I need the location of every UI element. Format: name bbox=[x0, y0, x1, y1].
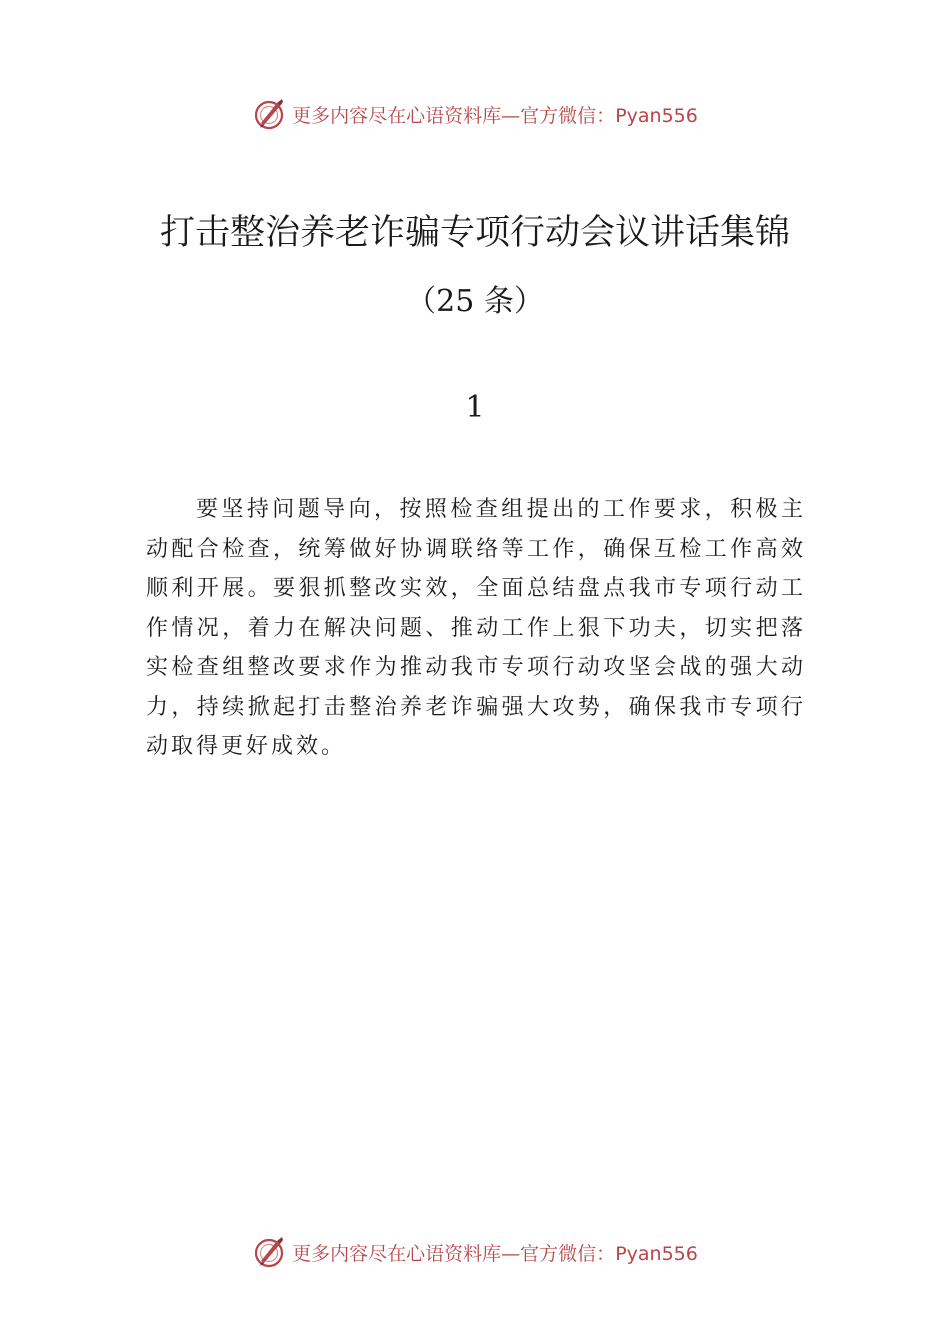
footer-banner bbox=[0, 1232, 950, 1272]
banner-separator: — bbox=[501, 1242, 521, 1265]
banner-separator: — bbox=[501, 104, 521, 127]
section-number: 1 bbox=[465, 390, 485, 425]
banner-account: Pyan556 bbox=[615, 104, 698, 127]
document-title: 打击整治养老诈骗专项行动会议讲话集锦 bbox=[159, 213, 790, 253]
banner-channel-label: 官方微信： bbox=[520, 1242, 616, 1265]
banner-account: Pyan556 bbox=[615, 1242, 698, 1265]
quill-pen-logo-icon bbox=[252, 97, 286, 131]
banner-channel-label: 官方微信： bbox=[520, 104, 616, 127]
quill-pen-logo-icon bbox=[252, 1235, 286, 1269]
document-subtitle: （25 条） bbox=[406, 284, 544, 319]
body-paragraph: 要坚持问题导向，按照检查组提出的工作要求，积极主动配合检查，统筹做好协调联络等工作，确保互检工作高效顺利开展。要狠抓整改实效，全面总结盘点我市专项行动工作情况，着力在解决问题、推动工作上狠下功夫，切实把落实检查组整改要求作为推动我市专项行动攻坚会战的强大动力，持续掀起打击整治养老诈骗强大攻势，确保我市专项行动取得更好成效。 bbox=[146, 497, 806, 759]
header-banner bbox=[0, 94, 950, 134]
banner-site-text: 更多内容尽在心语资料库 bbox=[292, 1242, 502, 1265]
banner-site-text: 更多内容尽在心语资料库 bbox=[292, 104, 502, 127]
